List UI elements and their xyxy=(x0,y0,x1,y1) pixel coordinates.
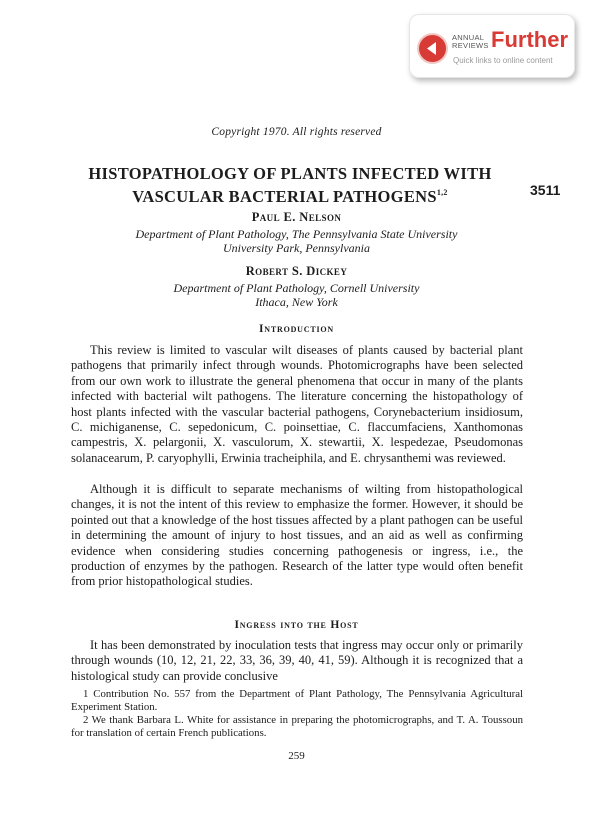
badge-tagline: Quick links to online content xyxy=(453,56,553,65)
section-heading-ingress: Ingress into the Host xyxy=(234,619,359,631)
title-footnote-marker: 1,2 xyxy=(436,188,448,197)
author-affiliation: Department of Plant Pathology, The Pennsylvania State University University Park, Pennsylvania xyxy=(135,227,458,255)
article-title xyxy=(60,164,520,206)
footnotes xyxy=(71,688,523,740)
back-arrow-icon xyxy=(419,35,446,62)
footnote: 1 Contribution No. 557 from the Department of Plant Pathology, The Pennsylvania Agricultural Experiment Station. xyxy=(71,688,523,713)
further-wordmark: Further xyxy=(491,27,568,52)
paragraph: This review is limited to vascular wilt diseases of plants caused by bacterial plant pathogens that primarily infect through wounds. Photomicrographs have been selected from our own work to illustrate the general phenomena that occur in many of the plants infected with bacterial wilt pathogens. The literature concerning the histopathology of host plants infected with the vascular bacterial pathogens, Corynebacterium insidiosum, C. michiganense, C. sepedonicum, C. poinsettiae, C. flaccumfaciens, Xanthomonas campestris, X. pelargonii, X. vasculorum, X. stewartii, X. lespedezae, Pseudomonas solanacearum, P. caryophylli, Erwinia tracheiphila, and E. chrysanthemi was reviewed. xyxy=(71,343,523,465)
page-number: 259 xyxy=(288,750,305,762)
section-heading-introduction: Introduction xyxy=(259,323,334,335)
author-affiliation: Department of Plant Pathology, Cornell University Ithaca, New York xyxy=(173,281,420,309)
reference-number: 3511 xyxy=(530,182,561,198)
copyright-notice: Copyright 1970. All rights reserved xyxy=(211,126,382,138)
paragraph: Although it is difficult to separate mechanisms of wilting from histopathological changes, it is not the intent of this review to emphasize the former. However, it should be pointed out that a knowledge of the host tissues affected by a plant pathogen can be useful in determining the amount of injury to host tissues, and an aid as well as confirming evidence when considering studies concerning pathogenesis or ingress, i.e., the production of enzymes by the pathogen. Research of the latter type would often benefit from prior histopathological studies. xyxy=(71,482,523,589)
annual-reviews-logo: ANNUAL REVIEWS xyxy=(452,33,489,50)
paragraph: It has been demonstrated by inoculation tests that ingress may occur only or primarily through wounds (10, 12, 21, 22, 33, 36, 39, 40, 41, 59). Although it is recognized that a histological study can provide conclusive xyxy=(71,638,523,683)
title-line-2: VASCULAR BACTERIAL PATHOGENS xyxy=(132,187,437,206)
footnote: 2 We thank Barbara L. White for assistance in preparing the photomicrographs, and T. A. Toussoun for translation of certain French publications. xyxy=(71,714,523,739)
author-name: Paul E. Nelson xyxy=(251,210,342,224)
title-line-1: HISTOPATHOLOGY OF PLANTS INFECTED WITH xyxy=(88,164,492,183)
further-badge[interactable] xyxy=(409,14,575,78)
author-name: Robert S. Dickey xyxy=(245,264,348,278)
